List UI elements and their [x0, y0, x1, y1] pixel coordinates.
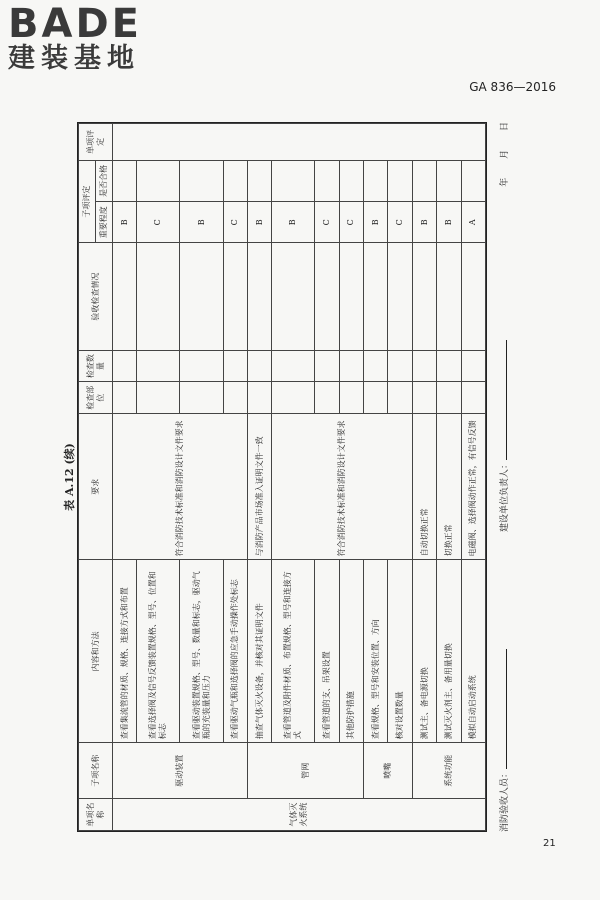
check-quantity-cell[interactable] — [113, 350, 137, 382]
content-cell: 查看驱动气瓶和选择阀的应急手动操作处标志 — [223, 560, 247, 743]
check-position-cell[interactable] — [315, 382, 339, 414]
header-check-quantity: 检查数量 — [79, 350, 113, 382]
header-check-position: 检查部位 — [79, 382, 113, 414]
acceptance-cell[interactable] — [364, 243, 388, 350]
acceptance-cell[interactable] — [461, 243, 485, 350]
requirement-cell: 符合消防技术标准和消防设计文件要求 — [272, 414, 413, 560]
acceptance-cell[interactable] — [272, 243, 315, 350]
logo-sub-text: 建装基地 — [8, 43, 140, 74]
requirement-cell: 电磁阀、选择阀动作正常，有信号反馈 — [461, 414, 485, 560]
construction-manager-signature — [497, 340, 510, 532]
qualified-cell[interactable] — [315, 160, 339, 201]
construction-manager-label: 建设单位负责人： — [500, 459, 510, 532]
qualified-cell[interactable] — [412, 160, 436, 201]
acceptance-cell[interactable] — [412, 243, 436, 350]
content-cell: 查看驱动装置规格、型号、数量和标志，驱动气瓶的充装量和压力 — [180, 560, 223, 743]
acceptance-cell[interactable] — [315, 243, 339, 350]
check-position-cell[interactable] — [339, 382, 363, 414]
content-cell: 其他防护措施 — [339, 560, 363, 743]
importance-cell: C — [339, 202, 363, 243]
header-requirement: 要求 — [79, 414, 113, 560]
check-position-cell[interactable] — [437, 382, 461, 414]
check-quantity-cell[interactable] — [388, 350, 412, 382]
acceptance-cell[interactable] — [113, 243, 137, 350]
check-quantity-cell[interactable] — [315, 350, 339, 382]
requirement-cell: 切换正常 — [437, 414, 461, 560]
importance-cell: C — [223, 202, 247, 243]
qualified-cell[interactable] — [364, 160, 388, 201]
date-field: 年 月 日 — [500, 122, 510, 187]
importance-cell: C — [388, 202, 412, 243]
content-cell: 查看规格、型号和安装位置、方向 — [364, 560, 388, 743]
header-item-name: 单项名称 — [79, 799, 113, 831]
check-position-cell[interactable] — [412, 382, 436, 414]
qualified-cell[interactable] — [137, 160, 180, 201]
importance-cell: B — [113, 202, 137, 243]
qualified-cell[interactable] — [113, 160, 137, 201]
header-importance: 重要程度 — [96, 202, 113, 243]
check-position-cell[interactable] — [272, 382, 315, 414]
qualified-cell[interactable] — [388, 160, 412, 201]
acceptance-cell[interactable] — [388, 243, 412, 350]
acceptance-cell[interactable] — [180, 243, 223, 350]
qualified-cell[interactable] — [437, 160, 461, 201]
check-quantity-cell[interactable] — [223, 350, 247, 382]
check-quantity-cell[interactable] — [272, 350, 315, 382]
check-quantity-cell[interactable] — [437, 350, 461, 382]
check-quantity-cell[interactable] — [137, 350, 180, 382]
single-item-evaluation-cell[interactable] — [113, 124, 486, 161]
check-position-cell[interactable] — [223, 382, 247, 414]
content-cell: 查看集流管的材质、规格、连接方式和布置 — [113, 560, 137, 743]
content-cell: 抽查气体灭火设备，并核对其证明文件 — [247, 560, 271, 743]
header-sub-item-evaluation: 子项评定 — [79, 160, 96, 243]
acceptance-cell[interactable] — [339, 243, 363, 350]
importance-cell: B — [364, 202, 388, 243]
acceptance-cell[interactable] — [437, 243, 461, 350]
standard-number: GA 836—2016 — [469, 80, 556, 94]
check-position-cell[interactable] — [113, 382, 137, 414]
table-title: 表 A.12 (续) — [63, 443, 76, 511]
requirement-cell: 自动切换正常 — [412, 414, 436, 560]
group-function: 系统功能 — [412, 743, 485, 799]
rotated-page — [55, 122, 565, 832]
qualified-cell[interactable] — [461, 160, 485, 201]
header-acceptance-situation: 验收检查情况 — [79, 243, 113, 350]
check-position-cell[interactable] — [461, 382, 485, 414]
content-cell: 查看管道及附件材质、布置规格、型号和连接方式 — [272, 560, 315, 743]
table-row — [461, 124, 485, 831]
fire-inspector-signature — [497, 649, 510, 832]
group-pipe: 管网 — [247, 743, 363, 799]
acceptance-cell[interactable] — [223, 243, 247, 350]
logo-main-text: BADE — [8, 1, 142, 47]
importance-cell: B — [247, 202, 271, 243]
qualified-cell[interactable] — [180, 160, 223, 201]
check-quantity-cell[interactable] — [364, 350, 388, 382]
check-position-cell[interactable] — [180, 382, 223, 414]
importance-cell: B — [180, 202, 223, 243]
qualified-cell[interactable] — [223, 160, 247, 201]
table-row — [412, 124, 436, 831]
group-nozzle: 喷嘴 — [364, 743, 413, 799]
content-cell: 核对设置数量 — [388, 560, 412, 743]
content-cell: 查看管道的支、吊架设置 — [315, 560, 339, 743]
check-quantity-cell[interactable] — [180, 350, 223, 382]
content-cell: 测试灭火剂主、备用量切换 — [437, 560, 461, 743]
qualified-cell[interactable] — [247, 160, 271, 201]
acceptance-table — [77, 122, 487, 832]
signature-line[interactable] — [498, 649, 507, 769]
check-quantity-cell[interactable] — [461, 350, 485, 382]
requirement-cell: 符合消防技术标准和消防设计文件要求 — [113, 414, 248, 560]
check-position-cell[interactable] — [388, 382, 412, 414]
header-qualified: 是否合格 — [96, 160, 113, 201]
qualified-cell[interactable] — [272, 160, 315, 201]
table-row — [113, 124, 137, 831]
requirement-cell: 与消防产品市场准入证明文件一致 — [247, 414, 271, 560]
qualified-cell[interactable] — [339, 160, 363, 201]
page-number: 21 — [543, 838, 556, 849]
content-cell: 测试主、备电源切换 — [412, 560, 436, 743]
acceptance-cell[interactable] — [137, 243, 180, 350]
importance-cell: B — [412, 202, 436, 243]
header-content-method: 内容和方法 — [79, 560, 113, 743]
table-row — [437, 124, 461, 831]
header-sub-item-name: 子项名称 — [79, 743, 113, 799]
content-cell: 查看选择阀及信号反馈装置规格、型号、位置和标志 — [137, 560, 180, 743]
importance-cell: C — [137, 202, 180, 243]
signature-line[interactable] — [498, 340, 507, 460]
group-drive: 驱动装置 — [113, 743, 248, 799]
fire-inspector-label: 消防验收人员： — [500, 768, 510, 832]
check-position-cell[interactable] — [247, 382, 271, 414]
header-single-item-evaluation: 单项评定 — [79, 124, 113, 161]
item-name-cell: 气体灭火系统 — [113, 799, 486, 831]
table-row — [272, 124, 315, 831]
table-row — [247, 124, 271, 831]
check-quantity-cell[interactable] — [412, 350, 436, 382]
logo — [8, 1, 142, 74]
importance-cell: C — [315, 202, 339, 243]
acceptance-cell[interactable] — [247, 243, 271, 350]
importance-cell: A — [461, 202, 485, 243]
importance-cell: B — [437, 202, 461, 243]
importance-cell: B — [272, 202, 315, 243]
content-cell: 模拟自动启动系统 — [461, 560, 485, 743]
check-quantity-cell[interactable] — [247, 350, 271, 382]
check-position-cell[interactable] — [364, 382, 388, 414]
check-position-cell[interactable] — [137, 382, 180, 414]
check-quantity-cell[interactable] — [339, 350, 363, 382]
